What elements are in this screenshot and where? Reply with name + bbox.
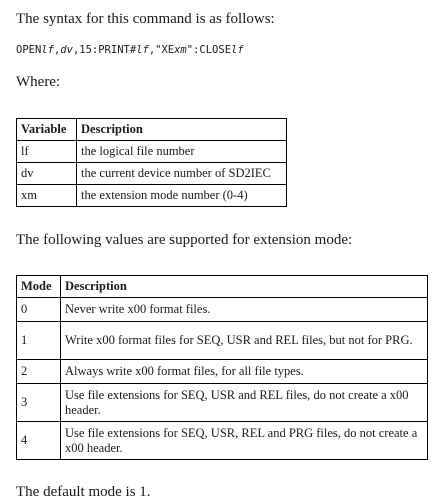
table-header: Description: [61, 276, 428, 298]
code-part: lf: [231, 44, 244, 56]
code-part: ,: [53, 44, 61, 56]
code-part: ,15:PRINT#: [72, 44, 137, 56]
where-paragraph: Where:: [16, 74, 61, 90]
table-cell: 3: [17, 384, 61, 422]
table-cell: 1: [17, 322, 61, 360]
intro-paragraph: The syntax for this command is as follows:: [16, 11, 275, 27]
table-header: Variable: [17, 119, 77, 141]
table-header: Mode: [17, 276, 61, 298]
code-part: lf: [136, 44, 149, 56]
table-cell: 2: [17, 360, 61, 384]
code-part: lf: [41, 44, 54, 56]
table-header: Description: [77, 119, 287, 141]
table-cell: xm: [17, 185, 77, 207]
following-paragraph: The following values are supported for extension mode:: [16, 232, 353, 248]
table-row: [17, 298, 428, 322]
table-cell: Always write x00 format files, for all file types.: [61, 360, 428, 384]
table-row: [17, 322, 428, 360]
table-row: [17, 185, 287, 207]
table-cell: the extension mode number (0-4): [77, 185, 287, 207]
table-row: [17, 141, 287, 163]
variables-table: [16, 118, 287, 207]
table-cell: Use file extensions for SEQ, USR, REL and PRG files, do not create a x00 header.: [61, 422, 428, 460]
table-row: [17, 384, 428, 422]
table-cell: lf: [17, 141, 77, 163]
table-cell: 4: [17, 422, 61, 460]
table-cell: Never write x00 format files.: [61, 298, 428, 322]
table-cell: 0: [17, 298, 61, 322]
code-part: ,"XE: [148, 44, 175, 56]
table-cell: Write x00 format files for SEQ, USR and REL files, but not for PRG.: [61, 322, 428, 360]
extension-mode-table: [16, 275, 428, 460]
default-mode-paragraph: The default mode is 1.: [16, 484, 151, 500]
code-part: dv: [60, 44, 73, 56]
table-row: [17, 360, 428, 384]
command-syntax-code: [16, 44, 244, 56]
table-cell: dv: [17, 163, 77, 185]
table-row: [17, 422, 428, 460]
table-cell: Use file extensions for SEQ, USR and REL files, do not create a x00 header.: [61, 384, 428, 422]
table-cell: the current device number of SD2IEC: [77, 163, 287, 185]
code-part: xm: [174, 44, 187, 56]
table-row: [17, 163, 287, 185]
table-header-row: [17, 276, 428, 298]
code-part: OPEN: [16, 44, 42, 56]
code-part: ":CLOSE: [186, 44, 232, 56]
table-cell: the logical file number: [77, 141, 287, 163]
table-header-row: [17, 119, 287, 141]
